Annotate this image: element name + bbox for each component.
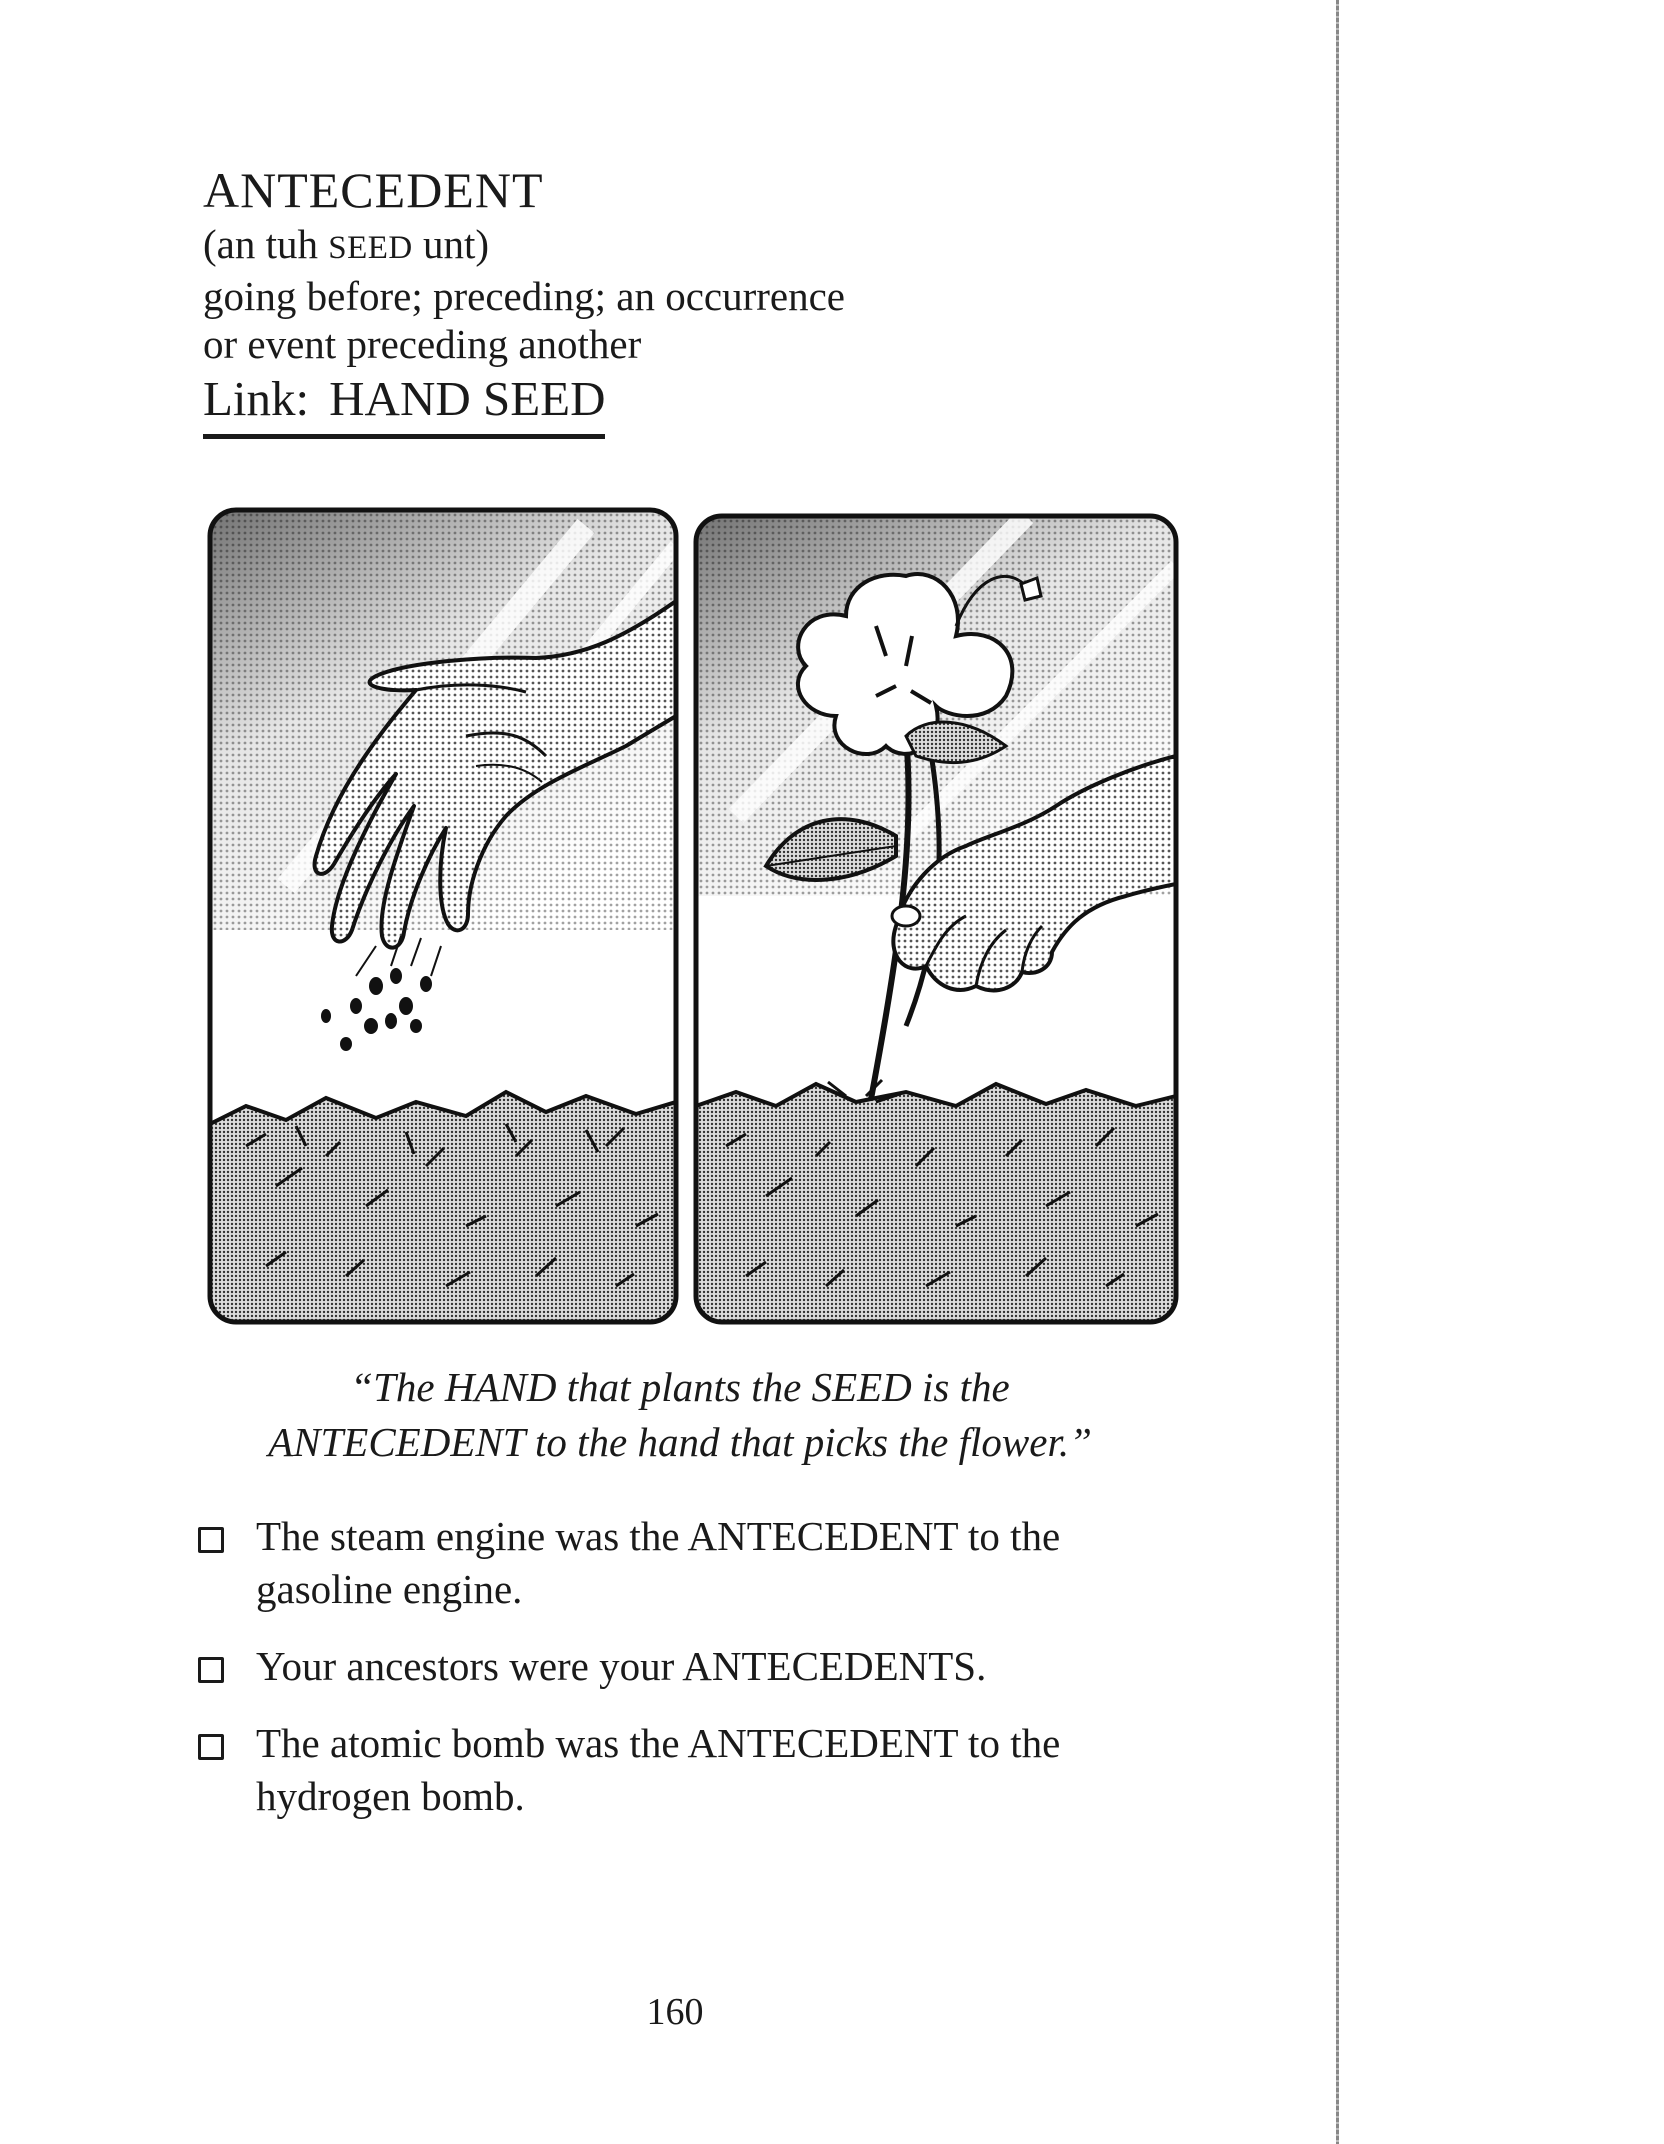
illustration-caption [170, 1360, 1190, 1470]
example-line: hydrogen bomb. [256, 1773, 525, 1819]
caption-line-2: ANTECEDENT to the hand that picks the flower.” [268, 1419, 1092, 1465]
example-line: gasoline engine. [256, 1566, 523, 1612]
example-line: The atomic bomb was the ANTECEDENT to the [256, 1720, 1061, 1766]
checkbox-icon [198, 1734, 224, 1760]
right-panel-hand-picking [696, 516, 1176, 1326]
checkbox-icon [198, 1527, 224, 1553]
page-binding-line [1336, 0, 1339, 2144]
pronunciation-stressed: SEED [328, 230, 413, 266]
left-panel-hand-sowing [210, 510, 676, 1326]
right-soil [696, 1084, 1176, 1326]
definition-line-1: going before; preceding; an occurrence [203, 273, 846, 319]
definition-line-2: or event preceding another [203, 321, 642, 367]
link-label: Link: [203, 371, 310, 426]
example-item [190, 1510, 1210, 1616]
example-line: The steam engine was the ANTECEDENT to the [256, 1513, 1061, 1559]
illustration [206, 506, 1186, 1328]
example-line: Your ancestors were your ANTECEDENTS. [256, 1643, 987, 1689]
page-number: 160 [646, 1991, 704, 2033]
dictionary-entry [203, 160, 963, 439]
headword: ANTECEDENT [203, 162, 544, 218]
checkbox-icon [198, 1657, 224, 1683]
link-value: HAND SEED [329, 371, 606, 426]
link-mnemonic [203, 370, 605, 439]
pronunciation [203, 220, 963, 272]
example-item [190, 1717, 1210, 1823]
example-item [190, 1640, 1210, 1693]
left-soil [210, 1092, 676, 1326]
pronunciation-open: (an tuh [203, 221, 329, 267]
caption-line-1: “The HAND that plants the SEED is the [350, 1364, 1010, 1410]
example-list [190, 1510, 1210, 1847]
pronunciation-close: unt) [412, 221, 490, 267]
illustration-svg [206, 506, 1186, 1328]
